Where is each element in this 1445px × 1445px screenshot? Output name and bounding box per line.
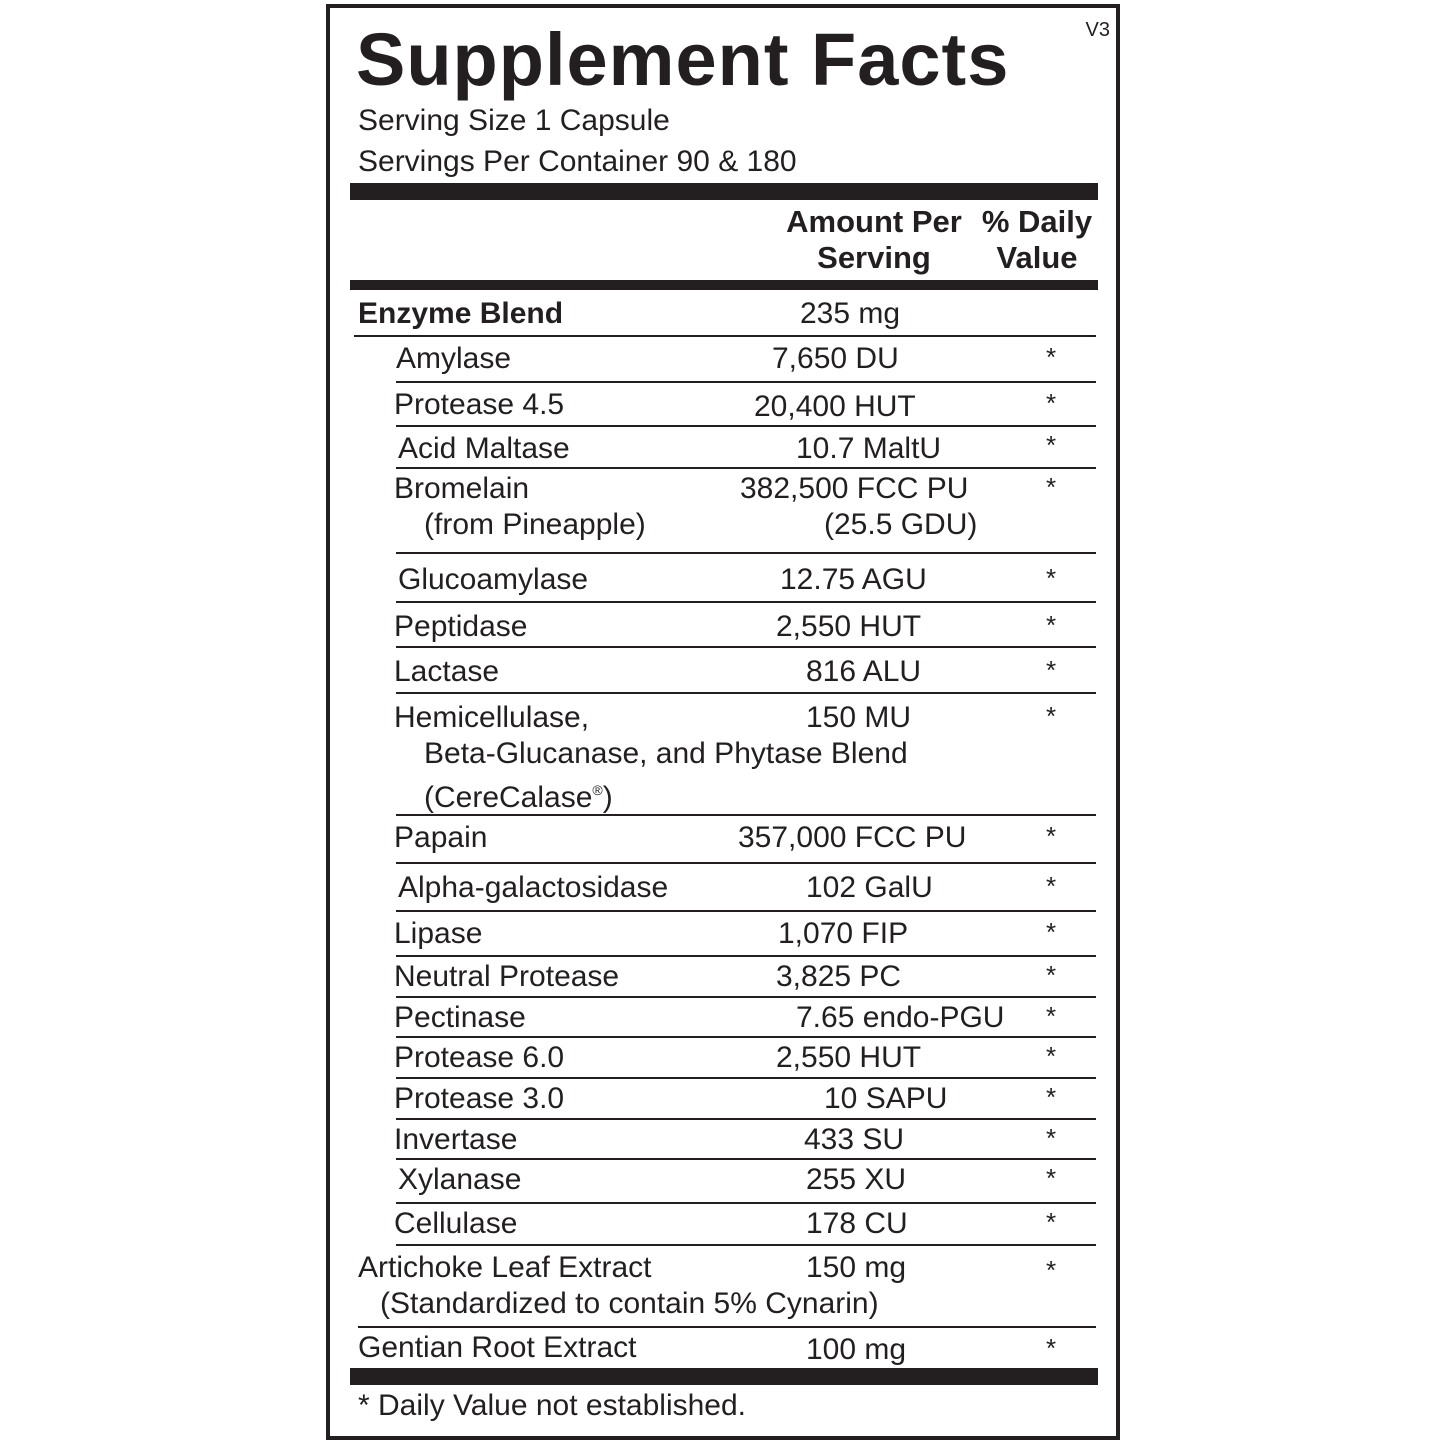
ingredient-amount: 2,550 HUT [776,1041,922,1074]
table-row [354,292,1096,337]
supplement-facts-panel [326,4,1120,1440]
daily-value: * [1046,701,1057,731]
daily-value: * [1046,960,1057,990]
table-row [396,554,1096,603]
ingredient-name-subline: (from Pineapple) [424,508,646,541]
daily-value: * [1046,388,1057,418]
daily-value: * [1046,610,1057,640]
table-row [396,383,1096,427]
ingredient-name-line: Hemicellulase, [394,701,590,734]
table-row [358,1328,1096,1372]
table-row [396,912,1096,957]
ingredient-name: Peptidase [394,610,528,643]
ingredient-amount: 12.75 AGU [780,563,927,596]
table-row [396,469,1096,554]
ingredient-amount: 100 mg [806,1333,907,1366]
ingredient-name-subline [394,772,908,816]
daily-value: * [1046,472,1057,502]
registered-mark: ® [592,782,603,798]
ingredient-amount: 816 ALU [806,655,922,688]
table-row [396,1204,1096,1246]
dv-header-line-1: % Daily [981,204,1093,239]
ingredient-name: Protease 3.0 [394,1082,565,1115]
ingredient-name: Lipase [394,917,483,950]
daily-value: * [1046,563,1057,593]
ingredient-amount: 150 MU [806,701,912,734]
ingredient-name: Protease 6.0 [394,1041,565,1074]
table-row [396,427,1096,469]
ingredient-name: Invertase [394,1123,518,1156]
table-row [396,1038,1096,1079]
cerecalase-text: (CereCalase [424,781,593,814]
ingredient-name: Gentian Root Extract [358,1331,637,1364]
dv-header-line-2: Value [996,240,1078,275]
table-row [396,864,1096,912]
daily-value: * [1046,1207,1057,1237]
ingredient-name: Xylanase [398,1163,522,1196]
ingredient-amount-line: 382,500 FCC PU [740,472,969,505]
daily-value: * [1046,342,1057,372]
closing-paren: ) [602,781,613,814]
ingredient-amount: 433 SU [804,1123,905,1156]
footnote: * Daily Value not established. [358,1389,747,1422]
table-row [396,337,1096,383]
ingredient-name: Neutral Protease [394,960,620,993]
ingredient-amount: 7.65 endo-PGU [796,1001,1005,1034]
serving-size: Serving Size 1 Capsule [358,104,670,137]
table-row [396,648,1096,694]
ingredient-name-subline: (Standardized to contain 5% Cynarin) [380,1287,879,1320]
table-row [358,1246,1096,1328]
ingredient-name [358,1250,879,1322]
table-row [396,1160,1096,1204]
daily-value: * [1046,655,1057,685]
ingredient-amount: 7,650 DU [772,342,899,375]
ingredient-name: Protease 4.5 [394,388,565,421]
ingredient-name: Lactase [394,655,500,688]
ingredient-name: Pectinase [394,1001,526,1034]
daily-value-header [970,204,1104,276]
ingredient-amount: 1,070 FIP [778,917,909,950]
ingredient-name [394,471,646,543]
daily-value: * [1046,1333,1057,1363]
ingredient-amount: 178 CU [806,1207,908,1240]
amount-header-line-2: Serving [817,240,931,275]
ingredient-name-line: Artichoke Leaf Extract [358,1251,652,1284]
amount-header-line-1: Amount Per [786,204,962,239]
daily-value: * [1046,1255,1057,1285]
ingredient-name: Acid Maltase [398,432,570,465]
label-title: Supplement Facts [356,18,1010,101]
ingredient-amount-subline: (25.5 GDU) [824,508,978,541]
ingredient-amount: 357,000 FCC PU [738,821,967,854]
daily-value: * [1046,430,1057,460]
table-row [396,816,1096,864]
table-row [396,1079,1096,1120]
ingredient-amount [740,471,977,543]
version-mark: V3 [1085,19,1110,41]
thick-divider-bottom [350,1368,1098,1385]
daily-value: * [1046,871,1057,901]
ingredient-amount: 235 mg [800,297,901,330]
table-row [396,694,1096,816]
ingredient-name: Cellulase [394,1207,518,1240]
amount-per-serving-header [776,204,972,276]
thick-divider-header [350,280,1098,290]
ingredient-name-line: Bromelain [394,472,530,505]
ingredient-amount: 3,825 PC [776,960,902,993]
daily-value: * [1046,821,1057,851]
table-row [396,998,1096,1038]
daily-value: * [1046,1041,1057,1071]
thick-divider-top [350,183,1098,200]
daily-value: * [1046,1123,1057,1153]
servings-per-container: Servings Per Container 90 & 180 [358,145,797,178]
ingredient-amount: 255 XU [806,1163,907,1196]
daily-value: * [1046,1163,1057,1193]
daily-value: * [1046,1001,1057,1031]
ingredient-name: Enzyme Blend [358,297,564,330]
table-row [396,1120,1096,1160]
ingredient-amount: 150 mg [806,1251,907,1284]
table-row [396,957,1096,998]
daily-value: * [1046,1082,1057,1112]
ingredient-name: Papain [394,821,488,854]
ingredient-name: Alpha-galactosidase [398,871,669,904]
ingredient-amount: 10 SAPU [824,1082,948,1115]
ingredient-name-subline: Beta-Glucanase, and Phytase Blend [424,737,908,770]
ingredient-amount: 20,400 HUT [754,390,916,423]
daily-value: * [1046,917,1057,947]
ingredient-name: Amylase [396,342,512,375]
ingredient-amount: 10.7 MaltU [796,432,942,465]
table-row [396,603,1096,648]
ingredient-amount: 2,550 HUT [776,610,922,643]
ingredient-name: Glucoamylase [398,563,589,596]
ingredient-amount: 102 GalU [806,871,933,904]
